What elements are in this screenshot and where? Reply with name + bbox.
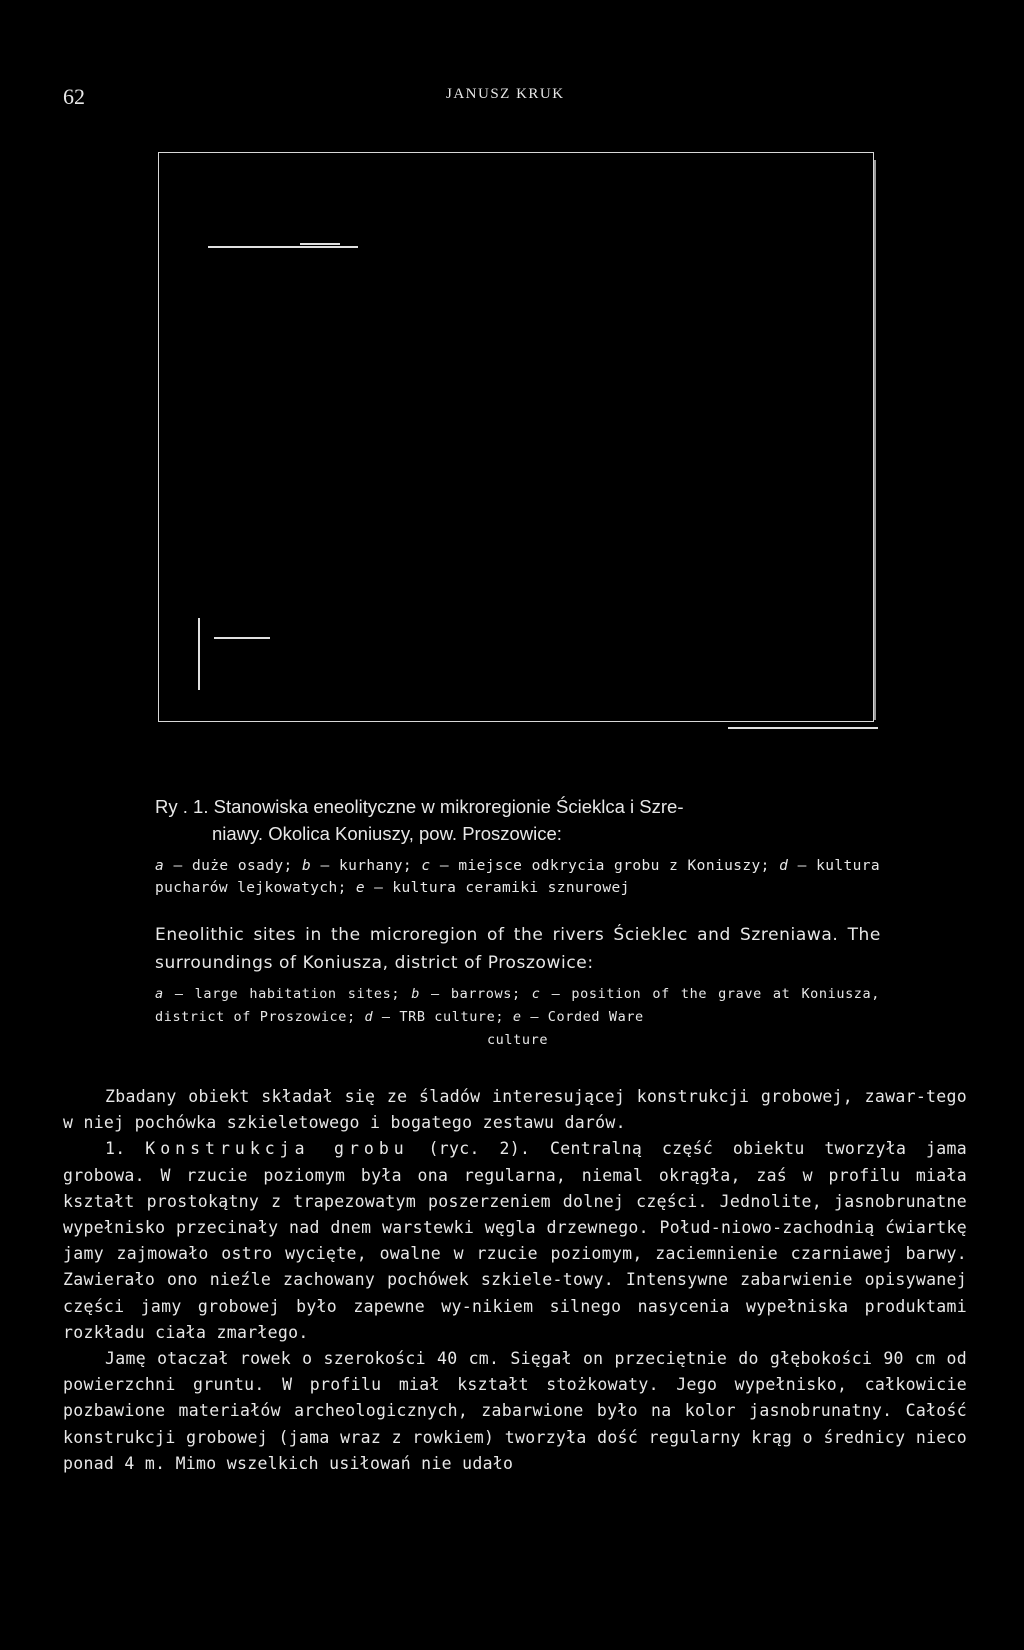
legend-text: — TRB culture; <box>373 1009 513 1025</box>
legend-key: e <box>512 1009 522 1025</box>
page-number: 62 <box>63 84 85 109</box>
section-number: 1. <box>105 1139 146 1159</box>
map-stroke <box>728 727 878 729</box>
map-stroke <box>300 243 340 245</box>
legend-key: c <box>531 986 541 1002</box>
map-stroke <box>874 160 876 720</box>
legend-key: c <box>421 858 431 874</box>
figure-caption-en: Eneolithic sites in the microregion of the rivers Ścieklec and Szreniawa. The surroundings of Koniusza, district of Proszowice: <box>155 925 881 973</box>
paragraph-text: (ryc. 2). Centralną część obiektu tworzyła jama grobowa. W rzucie poziomym była ona regularna, niemal okrągła, zaś w profilu miała kształt prostokątny z trapezowatym poszerzeniem dolnej części. Jednolite, jasnobrunatne wypełnisko przecinały nad dnem warstewki węgla drzewnego. Połud-niowo-zachodnią ćwiartkę jamy zajmowało ostro wycięte, owalne w rzucie poziomym, zaciemnienie czarniawej barwy. Zawierało ono nieźle zachowany pochówek szkiele-towy. Intensywne zabarwienie opisywanej części jamy grobowej było zapewne wy-nikiem silnego nasycenia wypełniska produktami rozkładu ciała zmarłego. <box>63 1139 967 1342</box>
caption-pl-line2: niawy. Okolica Koniuszy, pow. Proszowice: <box>212 823 562 844</box>
legend-text: — barrows; <box>419 986 532 1002</box>
legend-text: — kultura pucharów lejkowatych; <box>155 858 880 896</box>
map-stroke <box>198 618 200 690</box>
legend-text: — kurhany; <box>311 858 422 874</box>
paragraph: Zbadany obiekt składał się ze śladów interesującej konstrukcji grobowej, zawar-tego w niej pochówka szkieletowego i bogatego zestawu darów. <box>63 1087 967 1133</box>
map-stroke <box>208 246 358 248</box>
legend-key: d <box>364 1009 374 1025</box>
figure-legend-en <box>155 983 880 1052</box>
legend-key: a <box>155 986 164 1002</box>
running-header: JANUSZ KRUK <box>446 86 565 102</box>
caption-pl-line1: Ry . 1. Stanowiska eneolityczne w mikroregionie Ścieklca i Szre- <box>155 796 684 817</box>
legend-key: e <box>355 880 365 896</box>
paragraph: Jamę otaczał rowek o szerokości 40 cm. Sięgał on przeciętnie do głębokości 90 cm od powierzchni gruntu. W profilu miał kształt stożkowaty. Jego wypełnisko, całkowicie pozbawione materiałów archeologicznych, zabarwione było na kolor jasnobrunatny. Całość konstrukcji grobowej (jama wraz z rowkiem) tworzyła dość regularny krąg o średnicy nieco ponad 4 m. Mimo wszelkich usiłowań nie udało <box>63 1349 967 1473</box>
paragraph <box>63 1136 967 1346</box>
legend-text: culture <box>486 1032 549 1048</box>
legend-key: b <box>411 986 420 1002</box>
figure-caption-pl <box>155 793 877 847</box>
legend-text: — miejsce odkrycia grobu z Koniuszy; <box>430 858 780 874</box>
legend-text: — Corded Ware <box>521 1009 644 1025</box>
legend-key: a <box>155 858 165 874</box>
section-heading: Konstrukcja grobu <box>145 1139 409 1159</box>
legend-text: — kultura ceramiki sznurowej <box>365 880 630 896</box>
legend-key: d <box>779 858 789 874</box>
legend-text: — large habitation sites; <box>163 986 412 1002</box>
legend-key: b <box>302 858 312 874</box>
body-text <box>63 1084 967 1477</box>
legend-text: — duże osady; <box>164 858 303 874</box>
legend-text: — position of the grave at Koniusza, district of Proszowice; <box>155 986 880 1025</box>
figure-legend-pl <box>155 855 880 899</box>
map-stroke <box>214 637 270 639</box>
